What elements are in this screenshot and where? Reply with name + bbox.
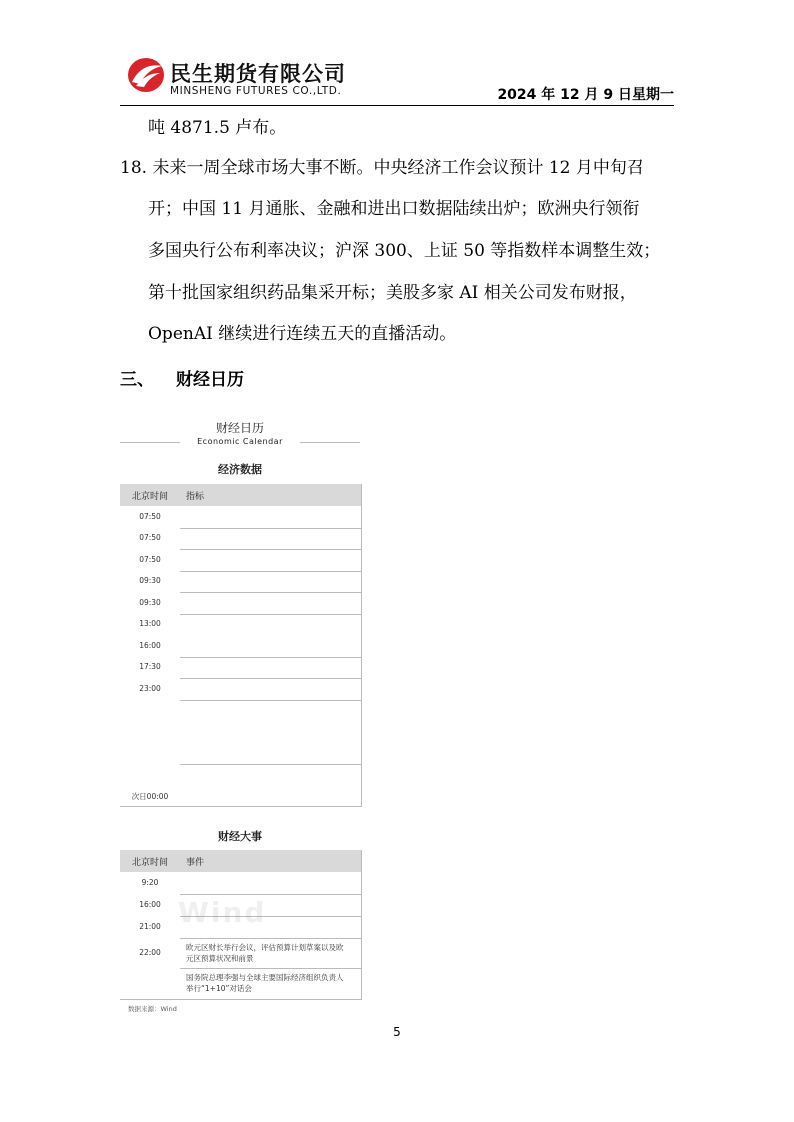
row-time: 22:00 [139, 948, 161, 957]
row-time: 16:00 [139, 640, 161, 650]
data-section-title: 经济数据 [218, 463, 262, 476]
table-row [120, 786, 362, 808]
body-line: 开；中国 11 月通胀、金融和进出口数据陆续出炉；欧洲央行领衔 [148, 199, 640, 219]
row-divider [180, 968, 362, 969]
row-divider [180, 938, 362, 939]
table-row [120, 764, 362, 786]
row-time: 次日00:00 [131, 792, 169, 802]
row-time: 16:00 [139, 900, 161, 909]
minsheng-logo-icon [126, 56, 166, 94]
table-row [120, 592, 362, 614]
row-divider [180, 700, 362, 701]
brand-name-en: MINSHENG FUTURES CO.,LTD. [170, 85, 342, 97]
title-divider [120, 442, 180, 443]
header-time: 北京时间 [131, 491, 168, 502]
body-line: 第十批国家组织药品集采开标；美股多家 AI 相关公司发布财报， [148, 283, 637, 303]
row-divider [180, 614, 362, 615]
row-divider [180, 549, 362, 550]
row-divider [180, 764, 362, 765]
calendar-subtitle: Economic Calendar [197, 437, 283, 446]
row-label: 欧元区财长举行会议，评估预算计划草案以及欧 元区预算状况和前景 [186, 943, 344, 963]
body-line: OpenAI 继续进行连续五天的直播活动。 [148, 324, 457, 344]
row-time: 9:20 [141, 878, 159, 887]
row-time: 13:00 [139, 619, 161, 629]
row-time: 21:00 [139, 922, 161, 931]
data-source: 数据来源：Wind [128, 1005, 177, 1013]
table-row [120, 721, 362, 743]
section-title: 财经日历 [176, 370, 244, 390]
title-divider [300, 442, 360, 443]
row-divider [180, 894, 362, 895]
header-time: 北京时间 [131, 857, 168, 868]
header-indicator: 指标 [186, 491, 205, 502]
section-number: 三、 [120, 370, 154, 390]
table-row [120, 635, 362, 657]
table-row [120, 571, 362, 593]
row-divider [180, 678, 362, 679]
page-header [120, 52, 674, 106]
row-label: 国务院总理李强与全球主要国际经济组织负责人 举行“1+10”对话会 [186, 973, 344, 993]
economic-calendar [118, 412, 362, 1018]
page-number: 5 [393, 1025, 401, 1039]
row-time: 23:00 [139, 683, 161, 693]
table-row [120, 614, 362, 636]
header-event: 事件 [186, 857, 205, 868]
row-time: 07:50 [139, 511, 161, 521]
row-divider [180, 528, 362, 529]
table-row [120, 968, 362, 998]
table-row [120, 657, 362, 679]
row-divider [180, 592, 362, 593]
wind-watermark: Wind [178, 896, 267, 929]
events-section-title: 财经大事 [218, 830, 262, 843]
row-time: 07:50 [139, 554, 161, 564]
header-divider [120, 105, 674, 106]
table-row [120, 528, 362, 550]
row-divider [180, 657, 362, 658]
row-divider [180, 571, 362, 572]
economic-data-table [120, 484, 362, 807]
report-date: 2024 年 12 月 9 日星期一 [497, 87, 674, 103]
row-time: 17:30 [139, 662, 161, 672]
table-row [120, 549, 362, 571]
section-heading [120, 365, 244, 390]
brand-name-cn: 民生期货有限公司 [170, 62, 346, 86]
table-row [120, 743, 362, 765]
row-time: 09:30 [139, 597, 161, 607]
table-row [120, 506, 362, 528]
row-time: 09:30 [139, 576, 161, 586]
table-row [120, 872, 362, 894]
row-time: 07:50 [139, 533, 161, 543]
body-line: 多国央行公布利率决议；沪深 300、上证 50 等指数样本调整生效； [148, 241, 661, 261]
body-line: 吨 4871.5 卢布。 [148, 118, 287, 138]
table-header [120, 850, 361, 872]
calendar-title: 财经日历 [215, 421, 264, 435]
table-row [120, 700, 362, 722]
table-row [120, 938, 362, 968]
table-row [120, 678, 362, 700]
table-header [120, 484, 361, 506]
body-line: 18. 未来一周全球市场大事不断。中央经济工作会议预计 12 月中旬召 [120, 158, 644, 178]
